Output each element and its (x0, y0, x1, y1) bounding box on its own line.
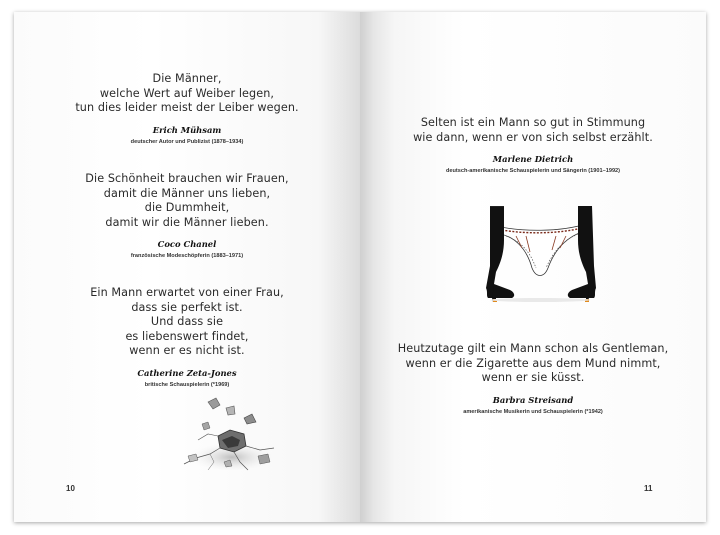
quote-muehsam (14, 72, 360, 145)
page-number: 10 (66, 484, 75, 493)
book-spread (14, 12, 706, 522)
quote-author: Erich Mühsam (152, 124, 222, 135)
quote-author: Barbra Streisand (492, 394, 574, 405)
quote-author-description: deutscher Autor und Publizist (1878–1934) (130, 138, 244, 145)
quote-author: Marlene Dietrich (492, 154, 574, 165)
quote-chanel (14, 172, 360, 259)
quote-zeta-jones (14, 286, 360, 388)
quote-author: Coco Chanel (157, 239, 217, 250)
quote-author: Catherine Zeta-Jones (137, 367, 237, 378)
page-number: 11 (644, 484, 653, 493)
left-page (14, 12, 360, 522)
cracked-ground-icon (174, 396, 284, 478)
quote-text: Heutzutage gilt ein Mann schon als Gentleman, wenn er die Zigarette aus dem Mund nimmt, wenn er sie küsst. (397, 342, 669, 385)
quote-author-description: deutsch-amerikanische Schauspielerin und Sängerin (1901–1992) (445, 168, 621, 175)
right-page (360, 12, 706, 522)
quote-text: Die Männer, welche Wert auf Weiber legen, tun dies leider meist der Leiber wegen. (75, 72, 299, 115)
quote-text: Die Schönheit brauchen wir Frauen, damit die Männer uns lieben, die Dummheit, damit wir die Männer lieben. (85, 172, 289, 229)
quote-text: Ein Mann erwartet von einer Frau, dass sie perfekt ist. Und dass sie es liebenswert findet, wenn er es nicht ist. (90, 286, 284, 358)
quote-author-description: französische Modeschöpferin (1883–1971) (130, 253, 244, 260)
quote-dietrich (360, 116, 706, 174)
quote-author-description: britische Schauspielerin (*1969) (144, 381, 230, 388)
quote-text: Selten ist ein Mann so gut in Stimmung wie dann, wenn er von sich selbst erzählt. (413, 116, 653, 144)
quote-streisand (360, 342, 706, 415)
high-heels-icon (482, 206, 600, 302)
quote-author-description: amerikanische Musikerin und Schauspielerin (*1942) (463, 408, 603, 415)
